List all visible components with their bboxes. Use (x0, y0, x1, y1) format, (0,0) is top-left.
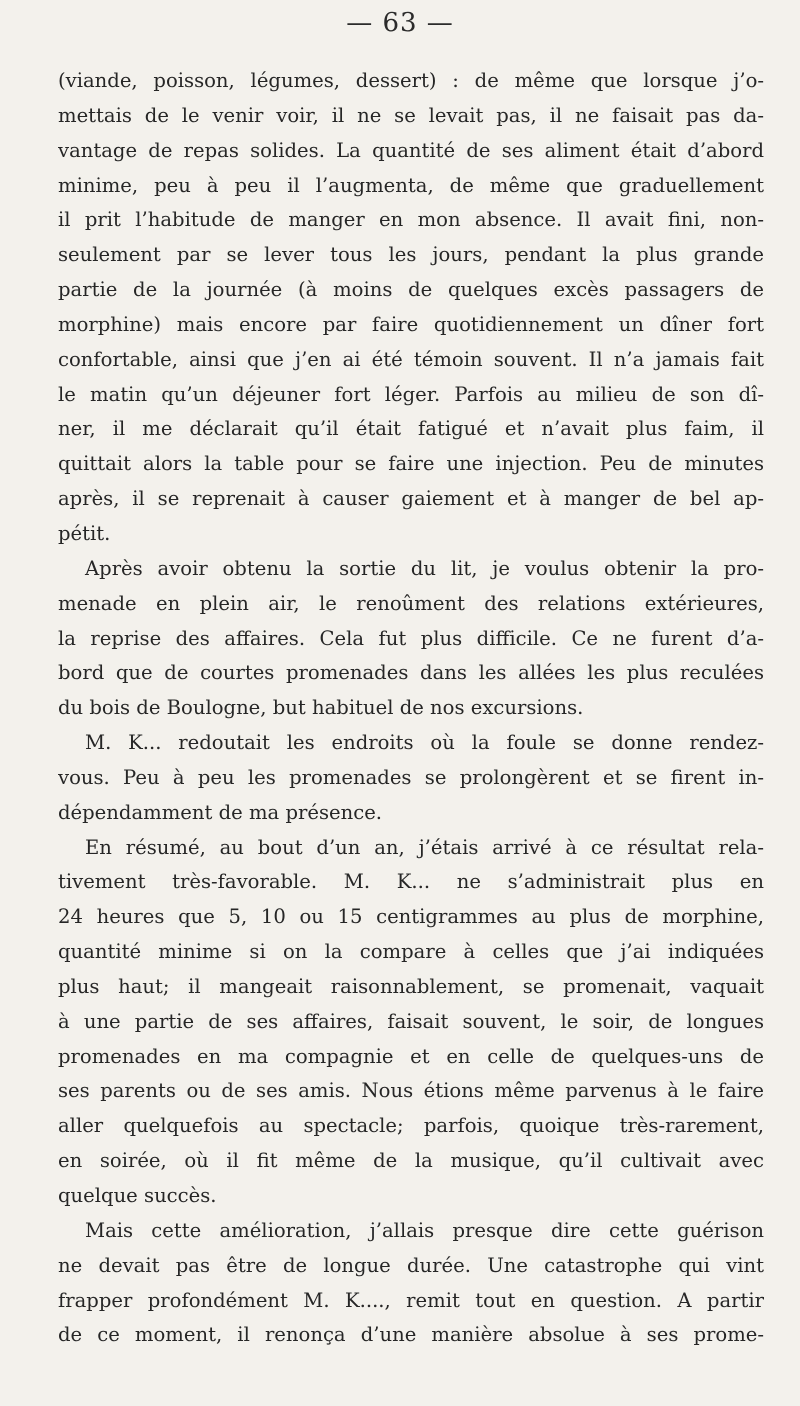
text-line: partie de la journée (à moins de quelques excès passagers de (58, 278, 764, 302)
text-line: quantité minime si on la compare à celles que j’ai indiquées (58, 940, 764, 964)
paragraph (58, 726, 764, 831)
text-line: seulement par se lever tous les jours, pendant la plus grande (58, 243, 764, 267)
text-line: vantage de repas solides. La quantité de ses aliment était d’abord (58, 138, 764, 162)
text-line: à une partie de ses affaires, faisait souvent, le soir, de longues (58, 1009, 764, 1033)
paragraph (58, 64, 764, 552)
text-line: vous. Peu à peu les promenades se prolongèrent et se firent in- (58, 765, 764, 789)
text-line: du bois de Boulogne, but habituel de nos excursions. (58, 696, 584, 720)
text-line: ner, il me déclarait qu’il était fatigué et n’avait plus faim, il (58, 417, 764, 441)
text-line: après, il se reprenait à causer gaiement et à manger de bel ap- (58, 487, 764, 511)
text-line: 24 heures que 5, 10 ou 15 centigrammes au plus de morphine, (58, 905, 764, 929)
text-line: ne devait pas être de longue durée. Une catastrophe qui vint (58, 1253, 764, 1277)
paragraph (58, 552, 764, 726)
body-text (58, 64, 764, 1353)
text-line: tivement très-favorable. M. K... ne s’administrait plus en (58, 870, 764, 894)
text-line: il prit l’habitude de manger en mon absence. Il avait fini, non- (58, 208, 764, 232)
text-line: le matin qu’un déjeuner fort léger. Parfois au milieu de son dî- (58, 382, 764, 406)
text-line: bord que de courtes promenades dans les allées les plus reculées (58, 661, 764, 685)
text-line: minime, peu à peu il l’augmenta, de même que graduellement (58, 173, 764, 197)
text-line: En résumé, au bout d’un an, j’étais arrivé à ce résultat rela- (85, 835, 764, 859)
text-line: plus haut; il mangeait raisonnablement, se promenait, vaquait (58, 974, 764, 998)
text-line: la reprise des affaires. Cela fut plus difficile. Ce ne furent d’a- (58, 626, 764, 650)
page-number: — 63 — (346, 8, 454, 38)
paragraph (58, 1214, 764, 1353)
text-line: M. K... redoutait les endroits où la foule se donne rendez- (85, 731, 764, 755)
text-line: confortable, ainsi que j’en ai été témoin souvent. Il n’a jamais fait (58, 347, 764, 371)
text-line: dépendamment de ma présence. (58, 800, 383, 824)
text-line: menade en plein air, le renoûment des relations extérieures, (58, 591, 764, 615)
text-line: quelque succès. (58, 1184, 217, 1207)
text-line: aller quelquefois au spectacle; parfois, quoique très-rarement, (58, 1114, 764, 1138)
text-line: Après avoir obtenu la sortie du lit, je voulus obtenir la pro- (85, 556, 764, 580)
text-line: morphine) mais encore par faire quotidiennement un dîner fort (58, 312, 764, 336)
text-line: frapper profondément M. K...., remit tout en question. A partir (58, 1288, 764, 1312)
text-line: en soirée, où il fit même de la musique, qu’il cultivait avec (58, 1149, 764, 1173)
paragraph (58, 831, 764, 1214)
text-line: de ce moment, il renonça d’une manière absolue à ses prome- (58, 1323, 764, 1347)
text-line: (viande, poisson, légumes, dessert) : de même que lorsque j’o- (58, 69, 764, 92)
text-line: promenades en ma compagnie et en celle de quelques-uns de (58, 1044, 764, 1068)
text-line: Mais cette amélioration, j’allais presque dire cette guérison (85, 1218, 764, 1242)
text-line: pétit. (58, 521, 111, 545)
text-line: mettais de le venir voir, il ne se levait pas, il ne faisait pas da- (58, 103, 764, 127)
text-line: ses parents ou de ses amis. Nous étions même parvenus à le faire (58, 1079, 764, 1103)
text-line: quittait alors la table pour se faire une injection. Peu de minutes (58, 452, 764, 476)
